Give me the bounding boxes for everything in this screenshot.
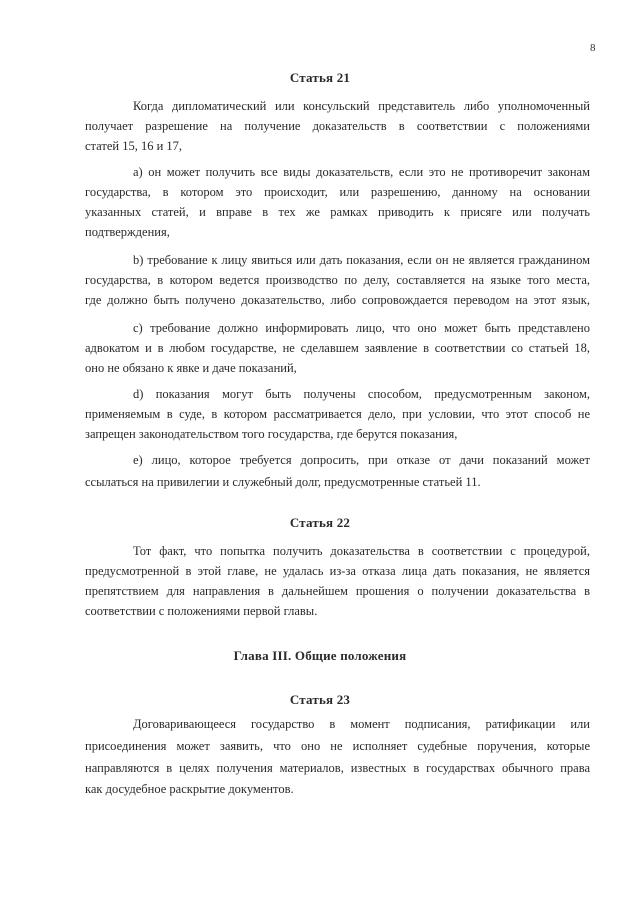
article-21-item-d-line-3: запрещен законодательством того государства, где берутся показания, [85,427,458,441]
article-23-line-3: направляются в целях получения материалов, известных в государствах обычного права [85,761,590,775]
article-21-intro-line-3: статей 15, 16 и 17, [85,139,183,153]
article-21-item-c-line-1: c) требование должно информировать лицо, что оно может быть представлено [133,321,590,335]
chapter-3-heading: Глава III. Общие положения [233,648,407,663]
article-21-item-a-line-1: а) он может получить все виды доказательств, если это не противоречит законам [133,165,590,179]
article-21-heading: Статья 21 [289,70,351,85]
article-21-item-b-line-2: государства, в котором ведется производство по делу, составляется на языке того места, [85,273,590,287]
article-22-line-2: предусмотренной в этой главе, не удалась из-за отказа лица дать показания, не является [85,564,590,578]
article-21-item-e-line-1: е) лицо, которое требуется допросить, при отказе от дачи показаний может [133,453,590,467]
article-21-item-c-line-2: адвокатом и в любом государстве, не сделавшем заявление в соответствии со статьей 18, [85,341,590,355]
article-21-item-a-line-4: подтверждения, [85,225,170,239]
page-number: 8 [590,42,596,54]
article-23-heading: Статья 23 [289,692,351,707]
article-21-item-b-line-3: где должно быть получено доказательство, либо сопровождается переводом на этот язык, [85,293,590,307]
article-21-item-a-line-2: государства, в котором это происходит, или разрешению, данному на основании [85,185,590,199]
article-21-item-b-line-1: b) требование к лицу явиться или дать показания, если он не является гражданином [133,253,590,267]
article-23-line-4: как досудебное раскрытие документов. [85,782,294,796]
article-21-intro-line-2: получает разрешение на получение доказательств в соответствии с положениями [85,119,590,133]
article-21-item-d-line-1: d) показания могут быть получены способом, предусмотренным законом, [133,387,590,401]
article-21-item-a-line-3: указанных статей, и вправе в тех же рамках приводить к присяге или получать [85,205,590,219]
article-23-line-2: присоединения может заявить, что оно не исполняет судебные поручения, которые [85,739,590,753]
article-21-item-e-line-2: ссылаться на привилегии и служебный долг, предусмотренные статьей 11. [85,475,481,489]
article-23-line-1: Договаривающееся государство в момент подписания, ратификации или [133,717,590,731]
article-21-intro-line-1: Когда дипломатический или консульский представитель либо уполномоченный [133,99,590,113]
article-22-heading: Статья 22 [289,515,351,530]
article-21-item-d-line-2: применяемым в суде, в котором рассматривается дело, при условии, что этот способ не [85,407,590,421]
article-22-line-3: препятствием для направления в дальнейшем прошения о получении доказательства в [85,584,590,598]
article-22-line-4: соответствии с положениями первой главы. [85,604,318,618]
article-21-item-c-line-3: оно не обязано к явке и даче показаний, [85,361,297,375]
article-22-line-1: Тот факт, что попытка получить доказательства в соответствии с процедурой, [133,544,590,558]
